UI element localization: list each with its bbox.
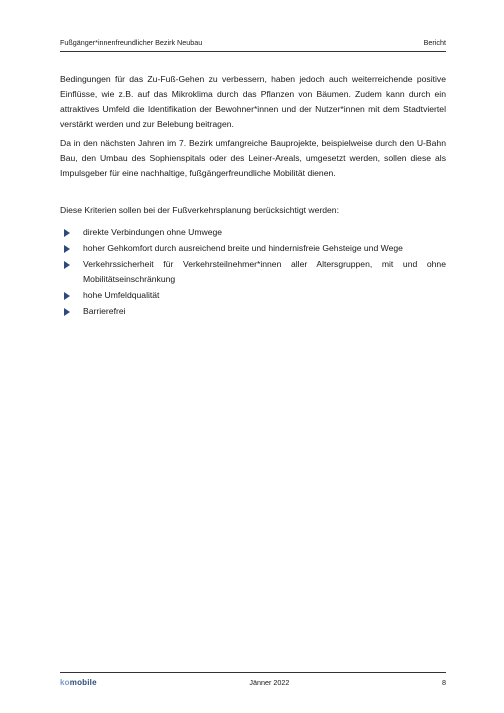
paragraph: Bedingungen für das Zu-Fuß-Gehen zu verbessern, haben jedoch auch weiterreichende positive Einflüsse, wie z.B. auf das Mikroklima durch das Pflanzen von Bäumen. Zudem kann durch ein attraktives Umfeld die Identifikation der Bewohner*innen und der Nutzer*innen mit dem Stadtviertel verstärkt werden und zur Belebung beitragen. (60, 74, 446, 129)
list-item (60, 288, 446, 303)
list-item-text: Barrierefrei (83, 306, 126, 316)
list-item (60, 225, 446, 240)
page-footer (60, 672, 446, 687)
list-item-text: hoher Gehkomfort durch ausreichend breite und hindernisfreie Gehsteige und Wege (83, 243, 403, 253)
footer-date: Jänner 2022 (249, 678, 290, 687)
triangle-bullet-icon (64, 308, 70, 316)
list-item (60, 304, 446, 319)
list-item (60, 241, 446, 256)
triangle-bullet-icon (64, 245, 70, 253)
page-header (60, 38, 446, 52)
criteria-intro: Diese Kriterien sollen bei der Fußverkehrsplanung berücksichtigt werden: (60, 205, 339, 215)
triangle-bullet-icon (64, 261, 70, 269)
list-item-text: direkte Verbindungen ohne Umwege (83, 227, 223, 237)
triangle-bullet-icon (64, 229, 70, 237)
spacer (60, 185, 446, 203)
list-item-text: Verkehrssicherheit für Verkehrsteilnehmer*innen aller Altersgruppen, mit und ohne Mobilitätseinschränkung (83, 259, 446, 284)
main-content (60, 72, 446, 320)
triangle-bullet-icon (64, 292, 70, 300)
paragraph: Da in den nächsten Jahren im 7. Bezirk umfangreiche Bauprojekte, beispielweise durch den U-Bahn Bau, den Umbau des Sophienspitals oder des Leiner-Areals, umgesetzt werden, sollen diese als Impulsgeber für eine nachhaltige, fußgängerfreundliche Mobilität dienen. (60, 138, 446, 178)
komobile-logo: komobile (60, 678, 97, 687)
page-number: 8 (441, 678, 446, 687)
list-item-text: hohe Umfeldqualität (83, 290, 160, 300)
section-label: Bericht (423, 38, 446, 47)
list-item (60, 257, 446, 287)
criteria-list (60, 225, 446, 319)
document-title: Fußgänger*innenfreundlicher Bezirk Neubau (60, 38, 203, 47)
